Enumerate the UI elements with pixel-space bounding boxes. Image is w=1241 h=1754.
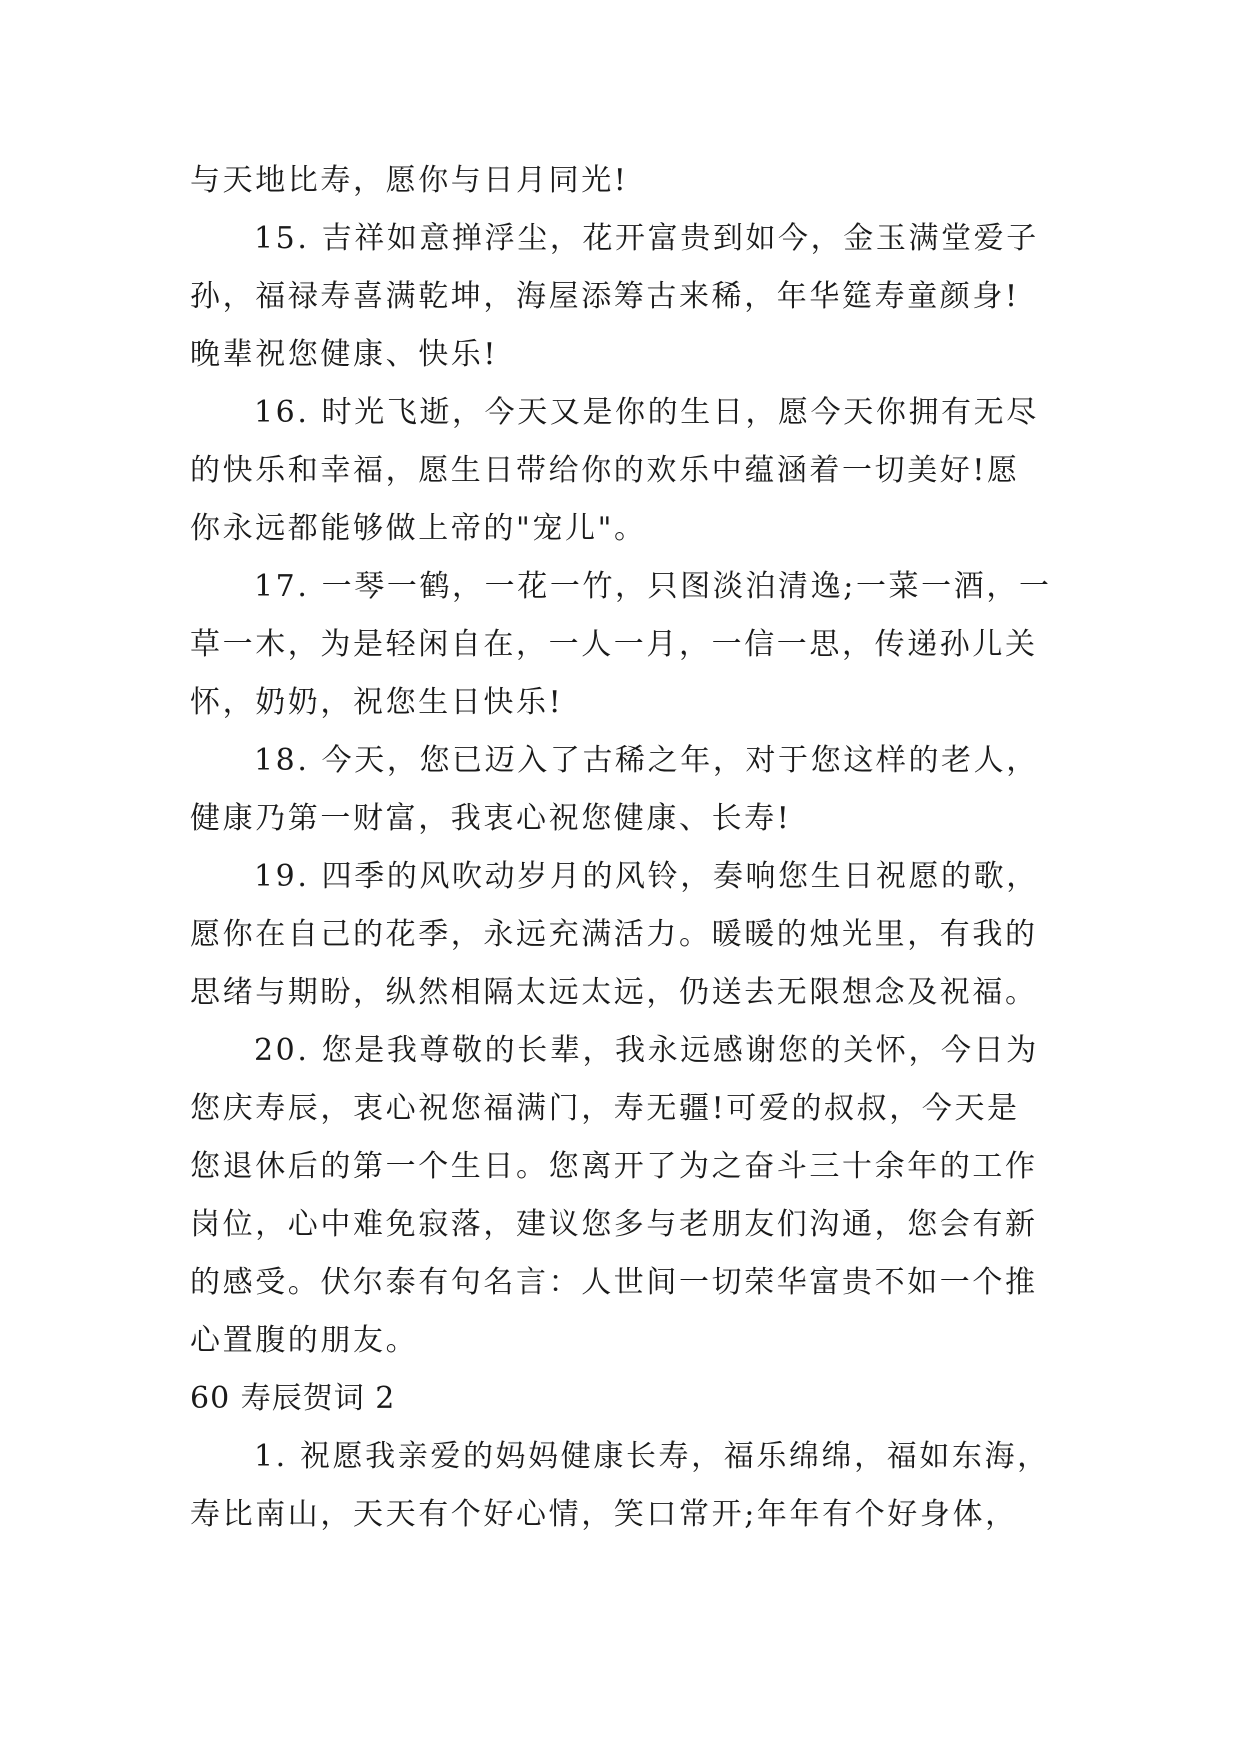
paragraph-line: 晚辈祝您健康、快乐! [190,337,499,372]
paragraph-line: 愿你在自己的花季，永远充满活力。暖暖的烛光里，有我的 [190,917,1038,952]
paragraph-line: 1. 祝愿我亲爱的妈妈健康长寿，福乐绵绵，福如东海， [254,1439,1050,1474]
paragraph-line: 健康乃第一财富，我衷心祝您健康、长寿! [190,801,792,836]
section-heading: 60 寿辰贺词 2 [190,1381,396,1416]
document-page [190,152,1050,1544]
paragraph-line: 草一木，为是轻闲自在，一人一月，一信一思，传递孙儿关 [190,627,1038,662]
paragraph-line: 19. 四季的风吹动岁月的风铃，奏响您生日祝愿的歌， [254,859,1039,894]
paragraph-line: 的快乐和幸福，愿生日带给你的欢乐中蕴涵着一切美好!愿 [190,453,1020,488]
paragraph-line: 你永远都能够做上帝的"宠儿"。 [190,511,647,546]
paragraph-line: 心置腹的朋友。 [190,1323,419,1358]
paragraph-line: 您退休后的第一个生日。您离开了为之奋斗三十余年的工作 [190,1149,1038,1184]
paragraph-line: 17. 一琴一鹤，一花一竹，只图淡泊清逸;一菜一酒，一 [254,569,1052,604]
paragraph-line: 寿比南山，天天有个好心情，笑口常开;年年有个好身体， [190,1497,1018,1532]
paragraph-line: 您庆寿辰，衷心祝您福满门，寿无疆!可爱的叔叔，今天是 [190,1091,1020,1126]
paragraph-line: 18. 今天，您已迈入了古稀之年，对于您这样的老人， [254,743,1039,778]
paragraph-line: 思绪与期盼，纵然相隔太远太远，仍送去无限想念及祝福。 [190,975,1038,1010]
paragraph-line: 怀，奶奶，祝您生日快乐! [190,685,564,720]
paragraph-line: 岗位，心中难免寂落，建议您多与老朋友们沟通，您会有新 [190,1207,1038,1242]
paragraph-line: 15. 吉祥如意掸浮尘，花开富贵到如今，金玉满堂爱子 [254,221,1039,256]
paragraph-line: 的感受。伏尔泰有句名言：人世间一切荣华富贵不如一个推 [190,1265,1038,1300]
paragraph-line: 与天地比寿，愿你与日月同光! [190,163,629,198]
paragraph-line: 20. 您是我尊敬的长辈，我永远感谢您的关怀，今日为 [254,1033,1039,1068]
paragraph-line: 16. 时光飞逝，今天又是你的生日，愿今天你拥有无尽 [254,395,1039,430]
paragraph-line: 孙，福禄寿喜满乾坤，海屋添筹古来稀，年华筵寿童颜身! [190,279,1020,314]
